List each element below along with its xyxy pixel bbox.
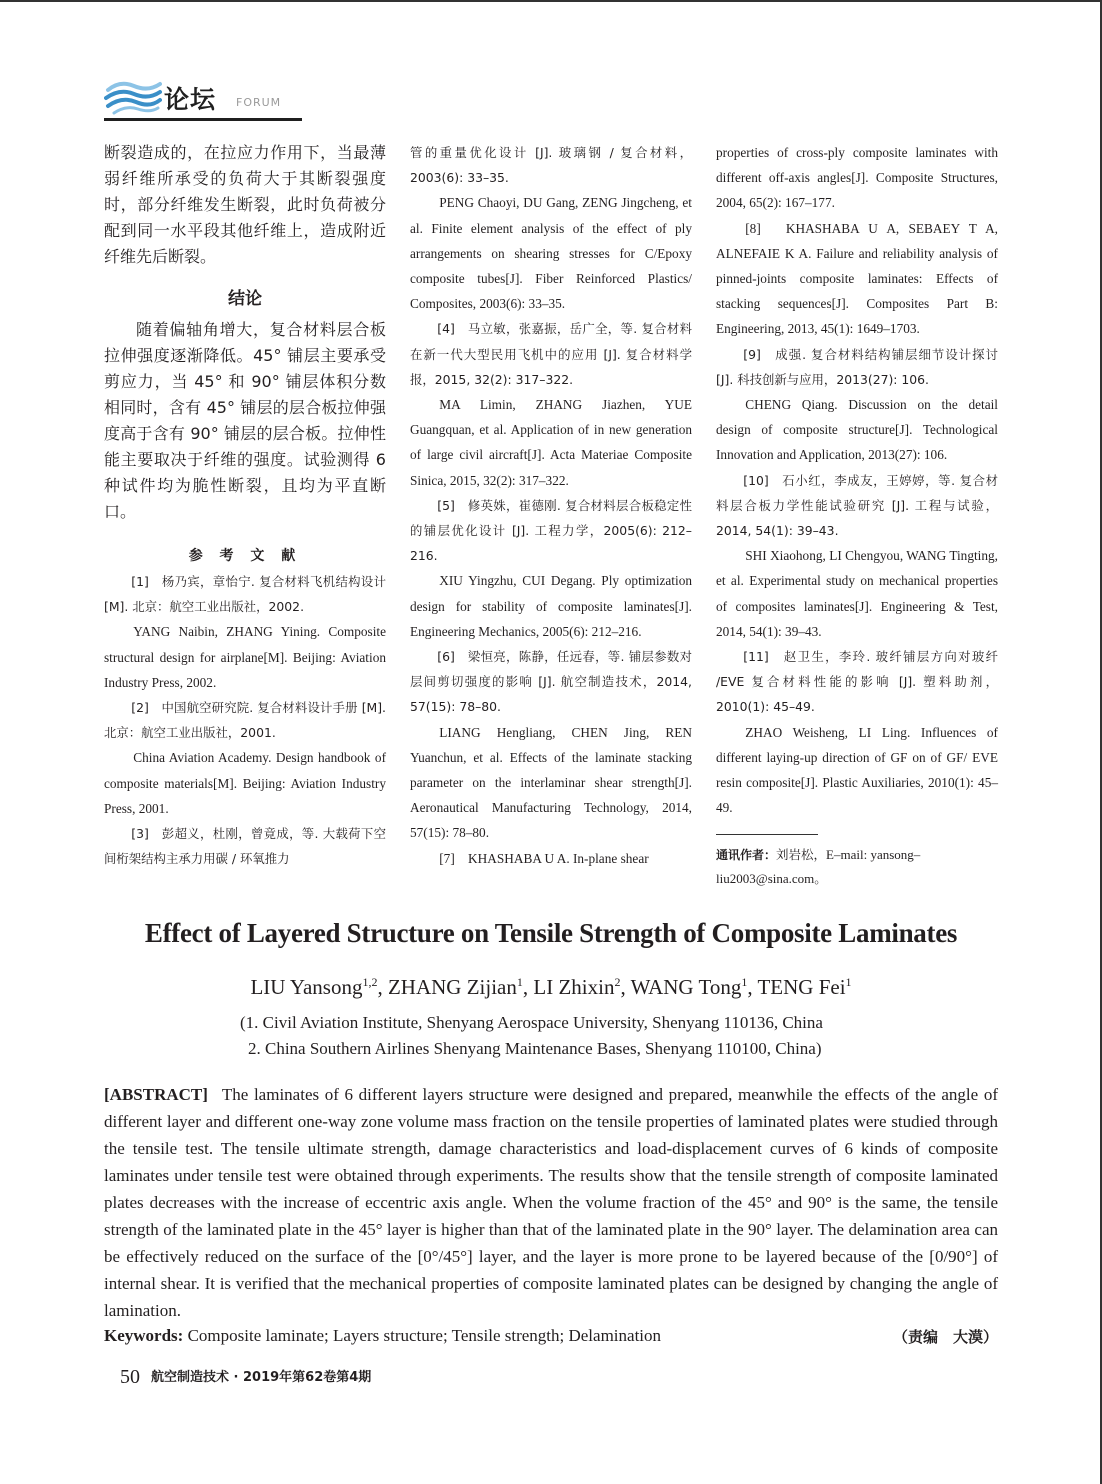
reference-item: [5] 修英姝，崔德刚. 复合材料层合板稳定性的铺层优化设计 [J]. 工程力学，2005(6): 212–216.: [410, 497, 692, 564]
reference-item: XIU Yingzhu, CUI Degang. Ply optimization design for stability of composite laminates[J]. Engineering Mechanics, 2005(6): 212–216.: [410, 573, 692, 639]
conclusion-paragraph: 随着偏轴角增大，复合材料层合板拉伸强度逐渐降低。45° 铺层主要承受剪应力，当 45° 和 90° 铺层体积分数相同时，含有 45° 铺层的层合板拉伸强度高于含有 90° 铺层的层合板。拉伸性能主要取决于纤维的强度。试验测得 6 种试件均为脆性断裂，且均为平直断口。: [104, 320, 386, 521]
reference-item: SHI Xiaohong, LI Chengyou, WANG Tingting, et al. Experimental study on mechanical properties of composites laminates[J]. Engineering & Test, 2014, 54(1): 39–43.: [716, 548, 998, 639]
reference-item: [8] KHASHABA U A, SEBAEY T A, ALNEFAIE K A. Failure and reliability analysis of pinned-joints composite laminates: Effects of stacking sequences[J]. Composites Part B: Engineering, 2013, 45(1): 1649–1703.: [716, 220, 998, 337]
reference-item: YANG Naibin, ZHANG Yining. Composite structural design for airplane[M]. Beijing: Aviation Industry Press, 2002.: [104, 624, 386, 690]
column-3: [716, 140, 998, 891]
footnote-end: 。: [814, 871, 827, 887]
english-abstract: [104, 1081, 998, 1324]
reference-item: CHENG Qiang. Discussion on the detail design of composite structure[J]. Technological Innovation and Application, 2013(27): 106.: [716, 397, 998, 463]
column-2: [410, 140, 692, 871]
logo-text-en: FORUM: [236, 96, 282, 109]
author-name: LI Zhixin: [533, 975, 615, 999]
author-name: WANG Tong: [630, 975, 742, 999]
reference-item: LIANG Hengliang, CHEN Jing, REN Yuanchun, et al. Effects of the laminate stacking parameter on the interlaminar shear strength[J]. Aeronautical Manufacturing Technology, 2014, 57(15): 78–80.: [410, 724, 692, 841]
author-list: LIU Yansong$^{1,2}$, ZHANG Zijian$^1$, LI Zhixin$^2$, WANG Tong$^1$, TENG Fei$^1$: [250, 975, 852, 999]
reference-item: China Aviation Academy. Design handbook of composite materials[M]. Beijing: Aviation Industry Press, 2001.: [104, 750, 386, 816]
header-rule: [104, 118, 302, 121]
top-border: [0, 0, 1102, 2]
footnote-divider: [716, 834, 818, 835]
affiliation-line: 2. China Southern Airlines Shenyang Maintenance Bases, Shenyang 110100, China): [248, 1039, 822, 1058]
reference-item: [1] 杨乃宾，章怡宁. 复合材料飞机结构设计 [M]. 北京：航空工业出版社，2002.: [104, 574, 386, 615]
abstract-label: [ABSTRACT]: [104, 1085, 208, 1104]
page-footer: [120, 1366, 371, 1389]
reference-item: [3] 彭超义，杜刚，曾竟成，等. 大载荷下空间桁架结构主承力用碳 / 环氧推力: [104, 826, 386, 867]
reference-item: [6] 梁恒亮，陈静，任远春，等. 铺层参数对层间剪切强度的影响 [J]. 航空制造技术，2014, 57(15): 78–80.: [410, 649, 692, 715]
keywords-line: [104, 1326, 661, 1346]
author-affiliation-mark: 1: [845, 975, 852, 989]
page-number: 50: [120, 1366, 140, 1388]
footnote-name: 刘岩松，: [776, 847, 827, 863]
keywords-text: Composite laminate; Layers structure; Tensile strength; Delamination: [187, 1326, 662, 1345]
reference-item: ZHAO Weisheng, LI Ling. Influences of different laying-up direction of GF on of GF/ EVE resin composite[J]. Plastic Auxiliaries, 2010(1): 45–49.: [716, 724, 998, 816]
affiliations: [240, 1010, 823, 1062]
reference-item: [7] KHASHABA U A. In-plane shear: [439, 850, 649, 866]
forum-logo: [104, 76, 304, 120]
conclusion-heading: 结论: [228, 289, 262, 309]
author-affiliation-mark: 1: [741, 975, 748, 989]
keywords-label: Keywords:: [104, 1326, 184, 1345]
reference-item: 管的重量优化设计 [J]. 玻璃钢 / 复合材料，2003(6): 33–35.: [410, 145, 692, 186]
affiliation-line: (1. Civil Aviation Institute, Shenyang Aerospace University, Shenyang 110136, China: [240, 1013, 823, 1032]
wave-logo-icon: [104, 78, 162, 116]
column-1: [104, 140, 386, 871]
reference-item: [4] 马立敏，张嘉振，岳广全，等. 复合材料在新一代大型民用飞机中的应用 [J]. 复合材料学报，2015, 32(2): 317–322.: [410, 321, 692, 387]
journal-info: 航空制造技术 · 2019年第62卷第4期: [151, 1370, 372, 1385]
author-affiliation-mark: 1: [516, 975, 523, 989]
reference-item: PENG Chaoyi, DU Gang, ZENG Jingcheng, et al. Finite element analysis of the effect of ply arrangements on shearing stresses for C/Epoxy composite tubes[J]. Fiber Reinforced Plastics/ Composites, 2003(6): 33–35.: [410, 195, 692, 312]
author-affiliation-mark: 2: [614, 975, 621, 989]
body-paragraph: 断裂造成的，在拉应力作用下，当最薄弱纤维所承受的负荷大于其断裂强度时，部分纤维发生断裂，此时负荷被分配到同一水平段其他纤维上，造成附近纤维先后断裂。: [104, 143, 386, 266]
reference-item: properties of cross-ply composite laminates with different off-axis angles[J]. Composite Structures, 2004, 65(2): 167–177.: [716, 145, 998, 211]
reference-item: [11] 赵卫生，李玲. 玻纤铺层方向对玻纤 /EVE 复合材料性能的影响 [J]. 塑料助剂，2010(1): 45–49.: [716, 649, 998, 715]
corresponding-author-note: [716, 843, 998, 891]
reference-item: MA Limin, ZHANG Jiazhen, YUE Guangquan, et al. Application of in new generation of large civil aircraft[J]. Acta Materiae Composite Sinica, 2015, 32(2): 317–322.: [410, 397, 692, 488]
author-name: LIU Yansong: [250, 975, 363, 999]
author-affiliation-mark: 1,2: [362, 975, 378, 989]
editor-note: （责编 大漠）: [892, 1328, 998, 1346]
reference-item: [2] 中国航空研究院. 复合材料设计手册 [M]. 北京：航空工业出版社，2001.: [104, 700, 386, 741]
reference-item: [9] 成强. 复合材料结构铺层细节设计探讨 [J]. 科技创新与应用，2013(27): 106.: [716, 346, 998, 387]
abstract-text: The laminates of 6 different layers structure were designed and prepared, meanwhile the effects of the angle of different layer and different one-way zone volume mass fraction on the tensile properties of laminated plates were studied through the tensile test. The tensile ultimate strength, damage characteristics and load-displacement curves of 6 kinds of composite laminates under tensile test were obtained through experiments. The results show that the tensile strength of composite laminated plates decreases with the increase of eccentric axis angle. When the volume fraction of the 45° and 90° is the same, the tensile strength of the laminated plate in the 45° layer is higher than that of the laminated plate in the 90° layer. The delamination area can be effectively reduced on the surface of the [0°/45°] layer, and the layer is more prone to be layered because of the [0/90°] of internal shear. It is verified that the mechanical properties of composite laminated plates can be designed by changing the angle of lamination.: [104, 1085, 998, 1320]
english-title: Effect of Layered Structure on Tensile Strength of Composite Laminates: [144, 918, 958, 948]
logo-text-cn: 论坛: [164, 85, 217, 114]
footnote-email: E–mail: yansong–liu2003@sina.com: [716, 847, 921, 887]
reference-item: [10] 石小红，李成友，王婷婷，等. 复合材料层合板力学性能试验研究 [J]. 工程与试验，2014, 54(1): 39–43.: [716, 472, 998, 539]
references-heading: 参 考 文 献: [188, 548, 302, 564]
footnote-label: 通讯作者：: [716, 848, 777, 863]
author-name: TENG Fei: [757, 975, 846, 999]
author-name: ZHANG Zijian: [387, 975, 517, 999]
